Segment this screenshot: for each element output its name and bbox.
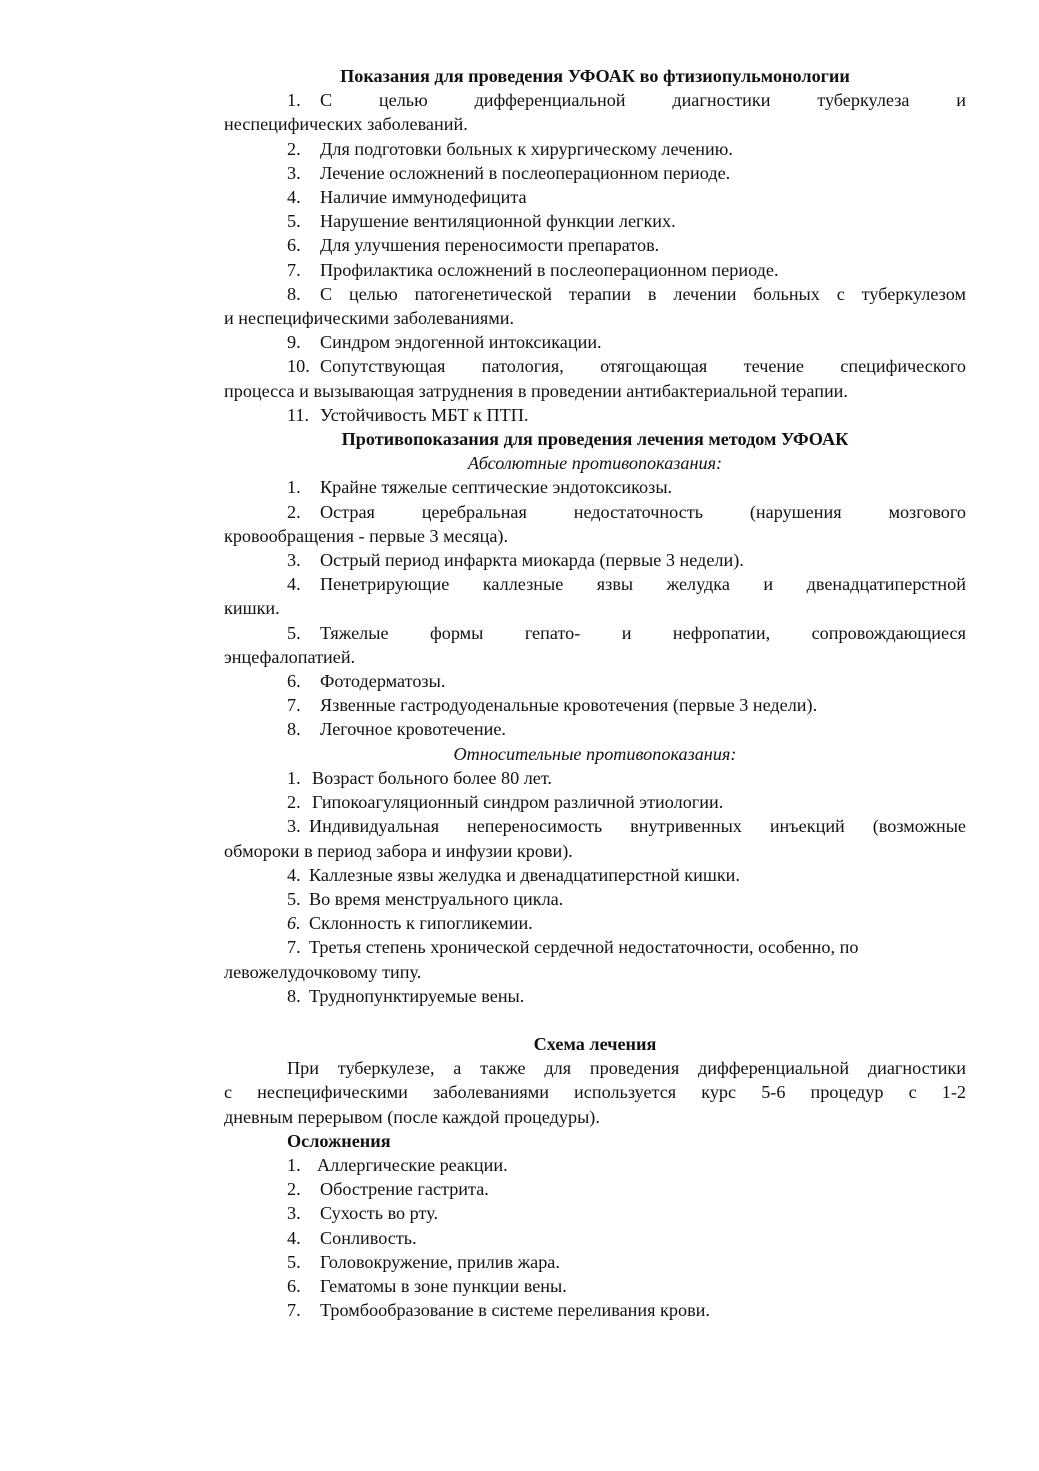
absolute-item-3 [224,548,966,572]
item-text: Язвенные гастродуоденальные кровотечения (первые 3 недели). [320,695,818,716]
indication-item-2 [224,137,966,161]
indication-item-3 [224,161,966,185]
indication-item-1 [224,88,966,112]
item-text: Труднопунктируемые вены. [309,985,525,1006]
item-text: Во время менструального цикла. [309,888,564,909]
relative-item-7-continuation: левожелудочковому типу. [224,961,422,982]
indication-item-8 [224,282,966,306]
absolute-item-5-continuation: энцефалопатией. [224,646,356,667]
item-text: Пенетрирующие каллезные язвы желудка и двенадцатиперстной [320,574,966,595]
indication-item-8-continuation: и неспецифическими заболеваниями. [224,308,515,329]
absolute-contraindications-title: Абсолютные противопоказания: [467,453,723,474]
relative-item-2 [224,790,966,814]
indication-text: Наличие иммунодефицита [320,187,527,208]
section-spacer [224,1008,966,1032]
complication-item-1 [224,1153,966,1177]
indication-number: 5. [287,211,301,232]
item-text: Сонливость. [320,1227,417,1248]
indication-text: Лечение осложнений в послеоперационном периоде. [320,162,731,183]
item-text: Индивидуальная непереносимость внутривенных инъекций (возможные [309,816,966,837]
indication-text: Нарушение вентиляционной функции легких. [320,211,676,232]
complication-item-2 [224,1177,966,1201]
indication-item-10-continuation: процесса и вызывающая затруднения в проведении антибактериальной терапии. [224,380,848,401]
indications-title: Показания для проведения УФОАК во фтизиопульмонологии [340,66,850,86]
relative-item-5 [224,887,966,911]
item-number: 1. [287,767,301,788]
item-text: Аллергические реакции. [317,1154,508,1175]
complication-item-6 [224,1274,966,1298]
item-number: 3. [287,550,301,571]
absolute-item-5 [224,621,966,645]
scheme-title: Схема лечения [533,1033,657,1054]
indication-item-1-continuation: неспецифических заболеваний. [224,114,468,135]
relative-contraindications-title: Относительные противопоказания: [453,743,737,764]
indication-number: 11. [287,404,310,425]
absolute-item-8 [224,717,966,741]
indication-text: Сопутствующая патология, отягощающая течение специфического [320,356,966,377]
item-number: 7. [287,695,301,716]
indication-text: Для подготовки больных к хирургическому лечению. [320,138,733,159]
absolute-item-2-continuation: кровообращения - первые 3 месяца). [224,525,509,546]
indication-item-7 [224,258,966,282]
item-text: Гематомы в зоне пункции вены. [320,1275,567,1296]
indication-item-9 [224,330,966,354]
complication-item-4 [224,1226,966,1250]
relative-item-1 [224,766,966,790]
indication-number: 4. [287,187,301,208]
item-number: 7. [287,937,301,958]
item-text: Острая церебральная недостаточность (нарушения мозгового [320,501,966,522]
complication-item-7 [224,1298,966,1322]
item-text: Гипокоагуляционный синдром различной этиологии. [312,792,724,813]
scheme-line-2: с неспецифическими заболеваниями используется курс 5-6 процедур с 1-2 [224,1082,966,1103]
indication-text: Синдром эндогенной интоксикации. [320,332,602,353]
absolute-item-4 [224,572,966,596]
item-number: 5. [287,1251,301,1272]
indication-text: С целью дифференциальной диагностики туберкулеза и [320,90,966,111]
item-number: 2. [287,1179,301,1200]
relative-item-7 [224,935,966,959]
absolute-item-6 [224,669,966,693]
item-number: 4. [287,1227,301,1248]
item-text: Возраст больного более 80 лет. [312,767,552,788]
item-text: Крайне тяжелые септические эндотоксикозы. [320,477,673,498]
item-number: 4. [287,574,301,595]
relative-item-4 [224,863,966,887]
item-number: 6. [287,1275,301,1296]
complication-item-5 [224,1250,966,1274]
indication-number: 2. [287,138,301,159]
item-text: Тяжелые формы гепато- и нефропатии, сопровождающиеся [320,622,966,643]
scheme-line-3: дневным перерывом (после каждой процедуры). [224,1106,600,1127]
item-text: Легочное кровотечение. [320,719,506,740]
indication-item-11 [224,403,966,427]
indication-text: Устойчивость МБТ к ПТП. [320,404,529,425]
relative-item-3-continuation: обмороки в период забора и инфузии крови). [224,840,573,861]
contraindications-title: Противопоказания для проведения лечения методом УФОАК [341,429,849,450]
indication-number: 1. [287,90,301,111]
item-number: 2. [287,792,301,813]
item-number: 1. [287,477,301,498]
indication-number: 9. [287,332,301,353]
item-number: 2. [287,501,301,522]
absolute-item-4-continuation: кишки. [224,598,280,619]
item-number: 5. [287,622,301,643]
absolute-item-7 [224,693,966,717]
indication-item-6 [224,233,966,257]
relative-item-3 [224,814,966,838]
item-number: 7. [287,1300,301,1321]
indication-text: С целью патогенетической терапии в лечении больных с туберкулезом [320,283,966,304]
item-number: 3. [287,1203,301,1224]
item-text: Тромбообразование в системе переливания крови. [320,1300,710,1321]
absolute-item-2 [224,500,966,524]
item-number: 3. [287,816,301,837]
item-text: Фотодерматозы. [320,671,446,692]
indication-text: Профилактика осложнений в послеоперационном периоде. [320,259,779,280]
item-number: 1. [287,1154,301,1175]
scheme-line-1: При туберкулезе, а также для проведения дифференциальной диагностики [287,1058,966,1079]
item-number: 4. [287,864,301,885]
indication-number: 10. [287,356,310,377]
item-text: Головокружение, прилив жара. [320,1251,560,1272]
item-number: 6. [287,913,301,934]
item-text: Склонность к гипогликемии. [309,913,533,934]
item-number: 8. [287,985,301,1006]
indication-number: 6. [287,235,301,256]
indication-number: 8. [287,283,301,304]
relative-item-6 [224,911,966,935]
indication-item-5 [224,209,966,233]
item-text: Третья степень хронической сердечной недостаточности, особенно, по [309,937,859,958]
complications-title: Осложнения [287,1130,391,1151]
absolute-item-1 [224,475,966,499]
item-number: 5. [287,888,301,909]
indication-number: 7. [287,259,301,280]
item-text: Каллезные язвы желудка и двенадцатиперстной кишки. [309,864,740,885]
relative-item-8 [224,984,966,1008]
item-number: 6. [287,671,301,692]
indication-number: 3. [287,162,301,183]
item-number: 8. [287,719,301,740]
item-text: Сухость во рту. [320,1203,439,1224]
item-text: Острый период инфаркта миокарда (первые 3 недели). [320,550,744,571]
indication-item-10 [224,354,966,378]
indication-item-4 [224,185,966,209]
document-page [224,64,966,1322]
item-text: Обострение гастрита. [320,1179,489,1200]
complication-item-3 [224,1201,966,1225]
indication-text: Для улучшения переносимости препаратов. [320,235,660,256]
